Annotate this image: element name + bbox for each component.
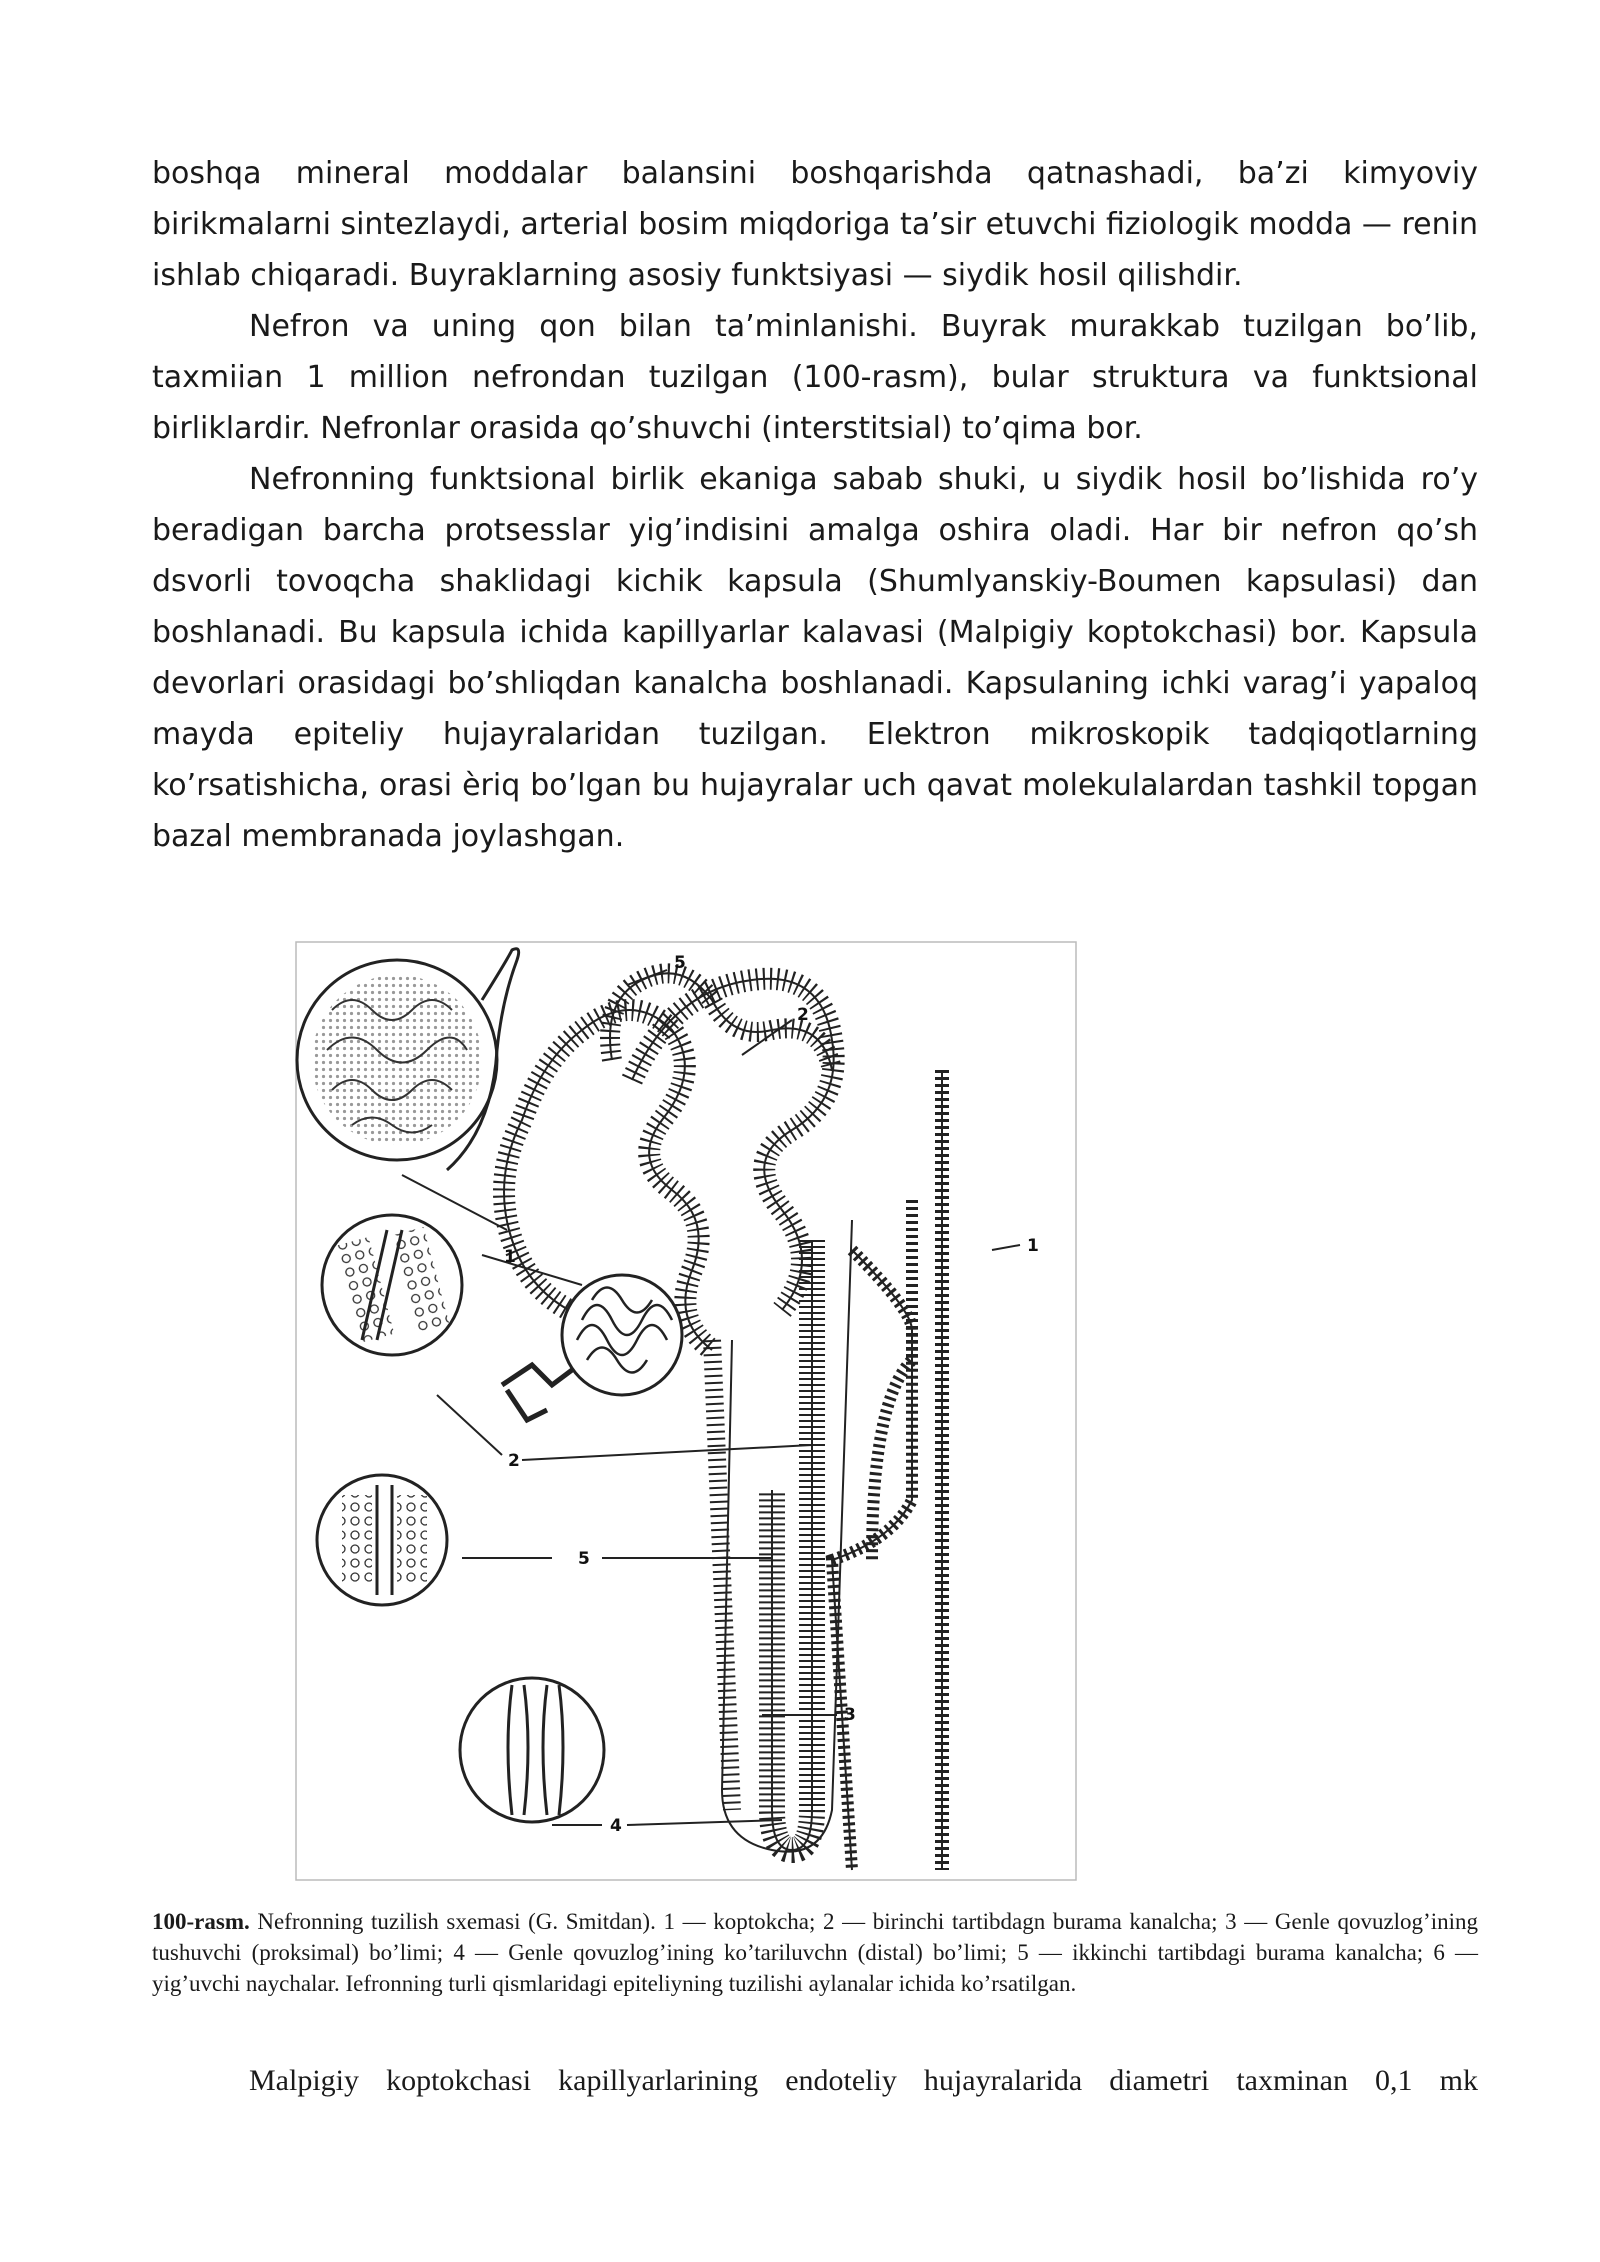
nephron-diagram [292,940,1082,1890]
paragraph-bottom: Malpigiy koptokchasi kapillyarlarining endoteliy hujayralarida diametri taxminan 0,1 mk [249,2064,1478,2097]
label-right-1: 1 [1027,1236,1039,1256]
label-top-2: 2 [797,1005,809,1025]
capsule-magnified-circle [297,949,519,1170]
label-mid-2: 2 [508,1451,520,1471]
paragraph-1: boshqa mineral moddalar balansini boshqarishda qatnashadi, ba’zi kimyoviy birikmalarni sintezlaydi, arterial bosim miqdoriga ta’sir etuvchi fiziologik modda — renin ishlab chiqaradi. Buyraklarning asosiy funktsiyasi — siydik hosil qilishdir. [152,156,1478,293]
epithelium-circle-3 [460,1678,604,1822]
label-top-5: 5 [674,953,686,973]
caption-number: 100-rasm. [152,1909,250,1934]
nephron-figure [292,940,1082,1890]
loop-of-henle [712,1220,852,1852]
body-text [152,148,1478,862]
label-low-3: 3 [844,1705,856,1725]
label-mid-5: 5 [578,1549,590,1569]
paragraph-3: Nefronning funktsional birlik ekaniga sabab shuki, u siydik hosil bo’lishida ro’y beradigan barcha protsesslar yig’indisini amalga oshira oladi. Har bir nefron qo’sh dsvorli tovoqcha shaklidagi kichik kapsula (Shumlyanskiy-Boumen kapsulasi) dan boshlanadi. Bu kapsula ichida kapillyarlar kalavasi (Malpigiy koptokchasi) bor. Kapsula devorlari orasidagi bo’shliqdan kanalcha boshlanadi. Kapsulaning ichki varag’i yapaloq mayda epiteliy hujayralaridan tuzilgan. Elektron mikroskopik tadqiqotlarning ko’rsatishicha, orasi èriq bo’lgan bu hujayralar uch qavat molekulalardan tashkil topgan bazal membranada joylashgan. [152,462,1478,854]
glomerulus [502,1275,682,1420]
proximal-convoluted-tubule [504,973,834,1350]
paragraph-2: Nefron va uning qon bilan ta’minlanishi. Buyrak murakkab tuzilgan bo’lib, taxmiian 1 million nefrondan tuzilgan (100-rasm), bular struktura va funktsional birliklardir. Nefronlar orasida qo’shuvchi (interstitsial) to’qima bor. [152,309,1478,446]
label-low-4: 4 [610,1816,622,1836]
collecting-ducts [832,1070,942,1870]
figure-caption [152,1906,1478,1999]
epithelium-circle-2 [317,1475,447,1605]
label-left-1: 1 [504,1247,516,1267]
epithelium-circle-1 [322,1215,462,1355]
caption-text: Nefronning tuzilish sxemasi (G. Smitdan). 1 — koptokcha; 2 — birinchi tartibdagn burama kanalcha; 3 — Genle qovuzlog’ining tushuvchi (proksimal) bo’limi; 4 — Genle qovuzlog’ining ko’tariluvchn (distal) bo’limi; 5 — ikkinchi tartibdagi burama kanalcha; 6 — yig’uvchi naychalar. Iefronning turli qismlaridagi epiteliyning tuzilishi aylanalar ichida ko’rsatilgan. [152,1909,1478,1996]
